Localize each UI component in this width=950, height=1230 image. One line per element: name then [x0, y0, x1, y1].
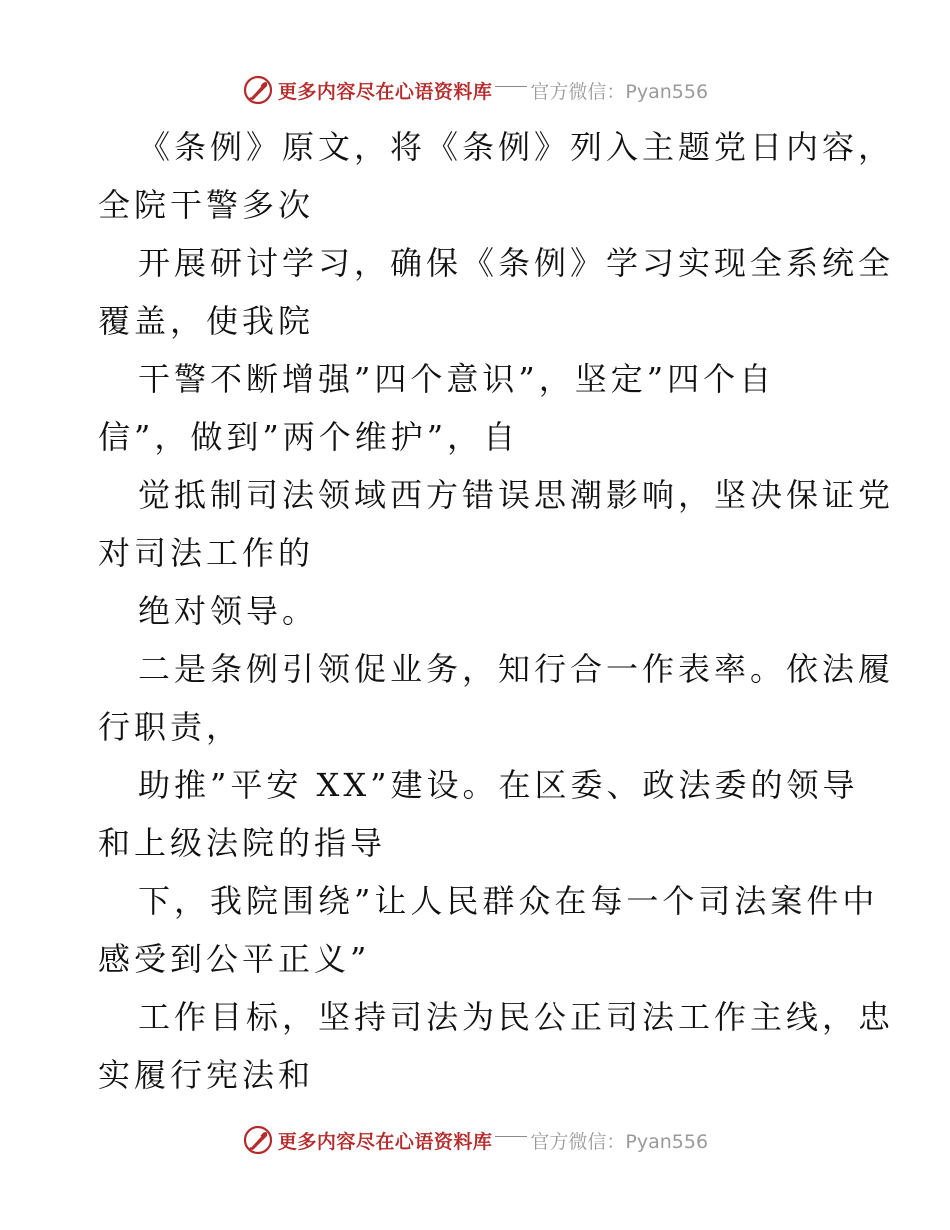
footer-wechat-text: 官方微信：Pyan556: [530, 1130, 709, 1153]
text-line: 感受到公平正义”: [98, 940, 371, 978]
text-line: 对司法工作的: [98, 534, 315, 572]
text-line: 工作目标，坚持司法为民公正司法工作主线，忠: [138, 998, 895, 1036]
text-line: 觉抵制司法领域西方错误思潮影响，坚决保证党: [138, 476, 895, 514]
text-line: 干警不断增强”四个意识”，坚定”四个自: [138, 360, 776, 398]
text-line: 《条例》原文，将《条例》列入主题党日内容，: [138, 128, 895, 166]
header-banner: [0, 70, 950, 110]
quill-pen-circle-icon: [242, 74, 274, 106]
text-line: 行职责，: [98, 708, 243, 746]
text-line: 绝对领导。: [138, 592, 319, 630]
header-brand-text: 更多内容尽在心语资料库: [277, 80, 493, 103]
text-line: 开展研讨学习，确保《条例》学习实现全系统全: [138, 244, 895, 282]
text-line: 实履行宪法和: [98, 1056, 315, 1094]
quill-pen-circle-icon: [242, 1124, 274, 1156]
text-line: 助推”平安 XX”建设。在区委、政法委的领导: [138, 766, 859, 804]
footer-brand-text: 更多内容尽在心语资料库: [277, 1130, 493, 1153]
document-body: [98, 118, 895, 1104]
text-line: 和上级法院的指导: [98, 824, 387, 862]
footer-banner: [0, 1120, 950, 1160]
header-divider: [495, 86, 527, 87]
text-line: 全院干警多次: [98, 186, 315, 224]
text-line: 下，我院围绕”让人民群众在每一个司法案件中: [138, 882, 879, 920]
footer-divider: [495, 1136, 527, 1137]
text-line: 二是条例引领促业务，知行合一作表率。依法履: [138, 650, 895, 688]
header-wechat-text: 官方微信：Pyan556: [530, 80, 709, 103]
text-line: 信”，做到”两个维护”，自: [98, 418, 520, 456]
text-line: 覆盖，使我院: [98, 302, 315, 340]
